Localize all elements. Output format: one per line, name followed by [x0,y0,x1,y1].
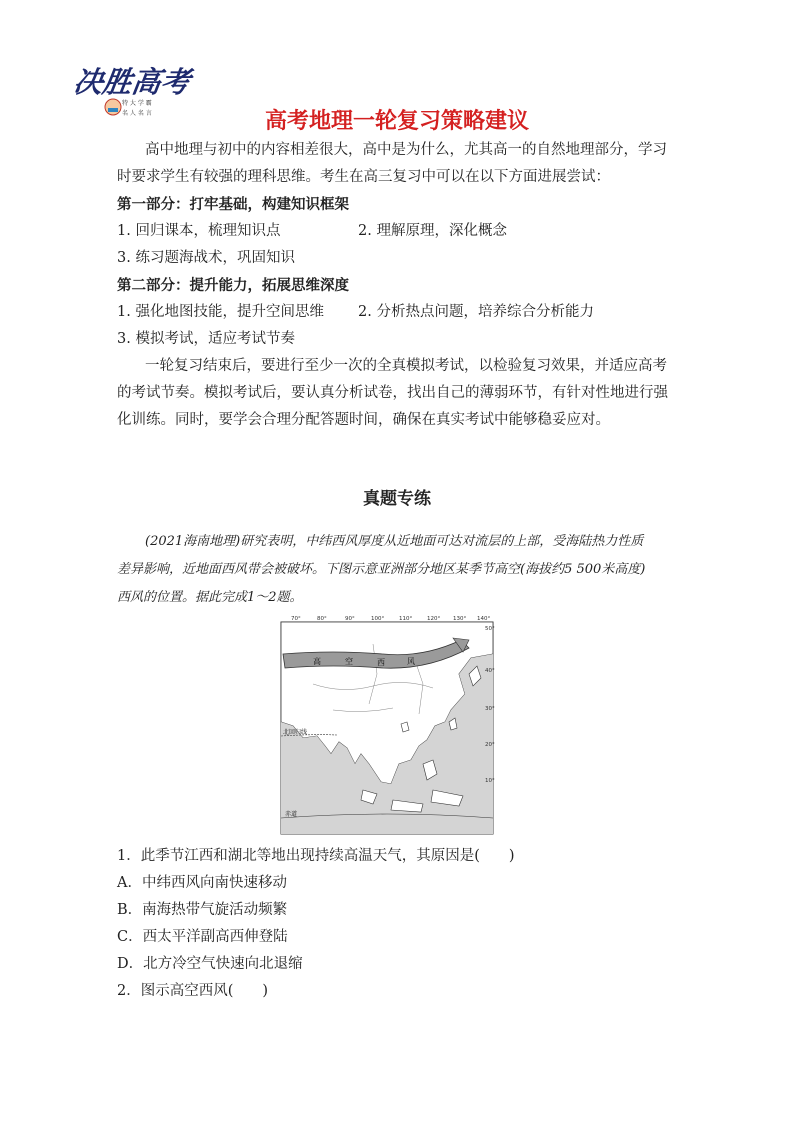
lat-label-40: 40° [485,668,495,674]
lon-label-110: 110° [399,616,413,622]
part2-item-1: 1. 强化地图技能，提升空间思维 [117,304,324,320]
part1-item-1: 1. 回归课本，梳理知识点 [117,223,281,239]
part2-item-2: 2. 分析热点问题，培养综合分析能力 [358,304,594,320]
band-label-3: 西 [377,658,385,667]
part1-item-2: 2. 理解原理，深化概念 [358,223,507,239]
q1-option-d: D．北方冷空气快速向北退缩 [117,956,303,972]
intro-line-2: 时要求学生有较强的理科思维。考生在高三复习中可以在以下方面进展尝试： [117,169,610,185]
logo-subtext-2: 名 人 名 言 [122,110,152,117]
lon-label-70: 70° [291,616,301,622]
question-intro-line-3: 西风的位置。据此完成1～2题。 [117,590,303,605]
part1-item-3: 3. 练习题海战术，巩固知识 [117,250,295,266]
band-label-4: 风 [407,657,415,666]
part2-item-3: 3. 模拟考试，适应考试节奏 [117,331,295,347]
q1-option-c: C．西太平洋副高西伸登陆 [117,929,288,945]
tropic-label: 北回归线 [283,729,308,736]
asia-westerlies-map [273,614,499,842]
q1-stem: 1．此季节江西和湖北等地出现持续高温天气，其原因是( ) [117,848,515,864]
q2-stem: 2．图示高空西风( ) [117,983,269,999]
part1-heading: 第一部分：打牢基础，构建知识框架 [117,196,349,213]
lon-label-100: 100° [371,616,385,622]
map-svg [273,614,499,842]
lon-label-90: 90° [345,616,355,622]
question-intro-line-1: (2021海南地理)研究表明，中纬西风厚度从近地面可达对流层的上部，受海陆热力性质 [145,534,644,549]
lon-label-140: 140° [477,616,491,622]
part2-heading: 第二部分：提升能力，拓展思维深度 [117,277,349,294]
intro-line-1: 高中地理与初中的内容相差很大，高中是为什么，尤其高一的自然地理部分，学习 [145,142,667,158]
question-intro-line-2: 差异影响，近地面西风带会被破坏。下图示意亚洲部分地区某季节高空(海拔约5 500米高度) [117,562,646,577]
q1-option-a: A．中纬西风向南快速移动 [117,875,287,891]
lat-label-30: 30° [485,706,495,712]
equator-label: 赤道 [285,811,298,818]
para-line-2: 的考试节奏。模拟考试后，要认真分析试卷，找出自己的薄弱环节，有针对性地进行强 [117,385,668,401]
lon-label-80: 80° [317,616,327,622]
para-line-1: 一轮复习结束后，要进行至少一次的全真模拟考试，以检验复习效果，并适应高考 [145,358,667,374]
lon-label-120: 120° [427,616,441,622]
band-label-2: 空 [345,657,353,666]
lon-label-130: 130° [453,616,467,622]
page-title: 高考地理一轮复习策略建议 [264,109,529,134]
lat-label-50: 50° [485,626,495,632]
logo-text: 决胜高考 [71,65,193,99]
band-label-1: 高 [313,657,321,666]
q1-option-b: B．南海热带气旋活动频繁 [117,902,288,918]
para-line-3: 化训练。同时，要学会合理分配答题时间，确保在真实考试中能够稳妥应对。 [117,412,610,428]
logo-subtext-1: 特 大 学 霸 [122,100,152,107]
lat-label-20: 20° [485,742,495,748]
section-title: 真题专练 [363,489,431,509]
lat-label-10: 10° [485,778,495,784]
